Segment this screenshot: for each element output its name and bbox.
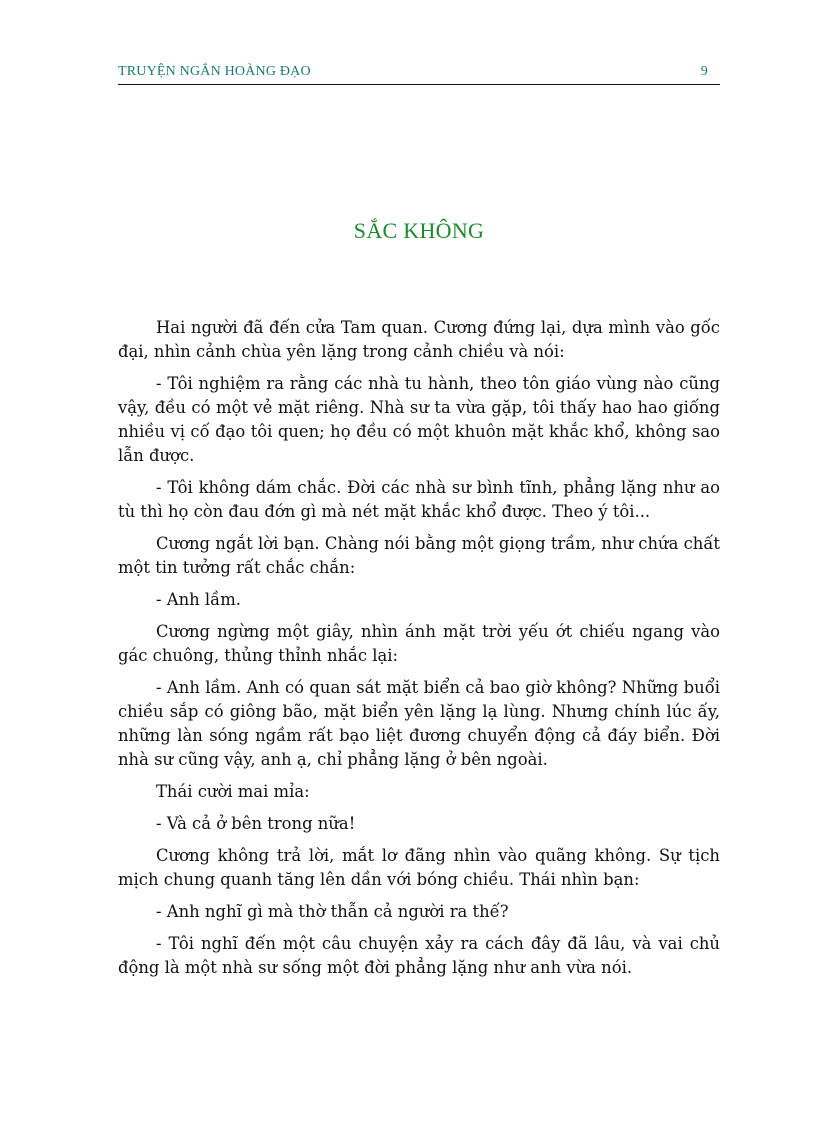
paragraph: - Tôi nghiệm ra rằng các nhà tu hành, theo tôn giáo vùng nào cũng vậy, đều có một vẻ mặt riêng. Nhà sư ta vừa gặp, tôi thấy hao hao giống nhiều vị cố đạo tôi quen; họ đều có một khuôn mặt khắc khổ, không sao lẫn được. — [118, 374, 720, 465]
paragraph: Cương không trả lời, mắt lơ đãng nhìn vào quãng không. Sự tịch mịch chung quanh tăng lên dần với bóng chiều. Thái nhìn bạn: — [118, 846, 720, 889]
paragraph: Hai người đã đến cửa Tam quan. Cương đứng lại, dựa mình vào gốc đại, nhìn cảnh chùa yên lặng trong cảnh chiều và nói: — [118, 318, 720, 361]
paragraph: - Tôi nghĩ đến một câu chuyện xảy ra cách đây đã lâu, và vai chủ động là một nhà sư sống một đời phẳng lặng như anh vừa nói. — [118, 934, 720, 977]
paragraph: - Tôi không dám chắc. Đời các nhà sư bình tĩnh, phẳng lặng như ao tù thì họ còn đau đớn gì mà nét mặt khắc khổ được. Theo ý tôi... — [118, 478, 720, 521]
running-header — [118, 62, 720, 85]
book-title: TRUYỆN NGẮN HOÀNG ĐẠO — [118, 64, 311, 79]
story-body — [118, 316, 720, 988]
story-title: SẮC KHÔNG — [353, 218, 485, 243]
paragraph: Cương ngắt lời bạn. Chàng nói bằng một giọng trầm, như chứa chất một tin tưởng rất chắc chắn: — [118, 534, 720, 577]
page-number: 9 — [700, 64, 708, 79]
paragraph: - Anh nghĩ gì mà thờ thẫn cả người ra thế? — [156, 902, 509, 921]
paragraph: Thái cười mai mỉa: — [156, 782, 310, 801]
paragraph: - Anh lầm. — [156, 590, 241, 609]
paragraph: - Và cả ở bên trong nữa! — [156, 814, 356, 833]
paragraph: - Anh lầm. Anh có quan sát mặt biển cả bao giờ không? Những buổi chiều sắp có giông bão, mặt biển yên lặng lạ lùng. Nhưng chính lúc ấy, những làn sóng ngầm rất bạo liệt đương chuyển động cả đáy biển. Đời nhà sư cũng vậy, anh ạ, chỉ phẳng lặng ở bên ngoài. — [118, 678, 720, 769]
paragraph: Cương ngừng một giây, nhìn ánh mặt trời yếu ớt chiếu ngang vào gác chuông, thủng thỉnh nhắc lại: — [118, 622, 720, 665]
